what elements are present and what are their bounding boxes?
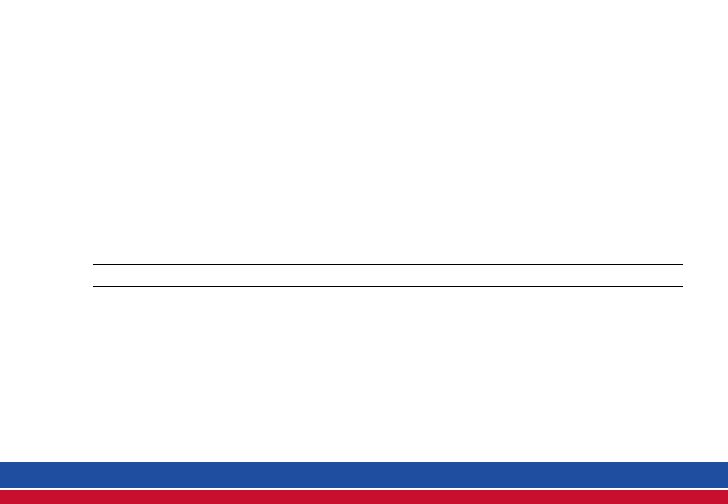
header-subheads — [93, 247, 683, 260]
header-row-3 — [93, 234, 683, 247]
header-row-1 — [93, 205, 683, 218]
footer-blue-band — [0, 462, 728, 490]
header-rule — [93, 264, 683, 265]
header-row-2 — [93, 220, 683, 233]
header-units — [93, 269, 683, 282]
units-rule — [93, 286, 683, 287]
footer-red-band — [0, 490, 728, 504]
